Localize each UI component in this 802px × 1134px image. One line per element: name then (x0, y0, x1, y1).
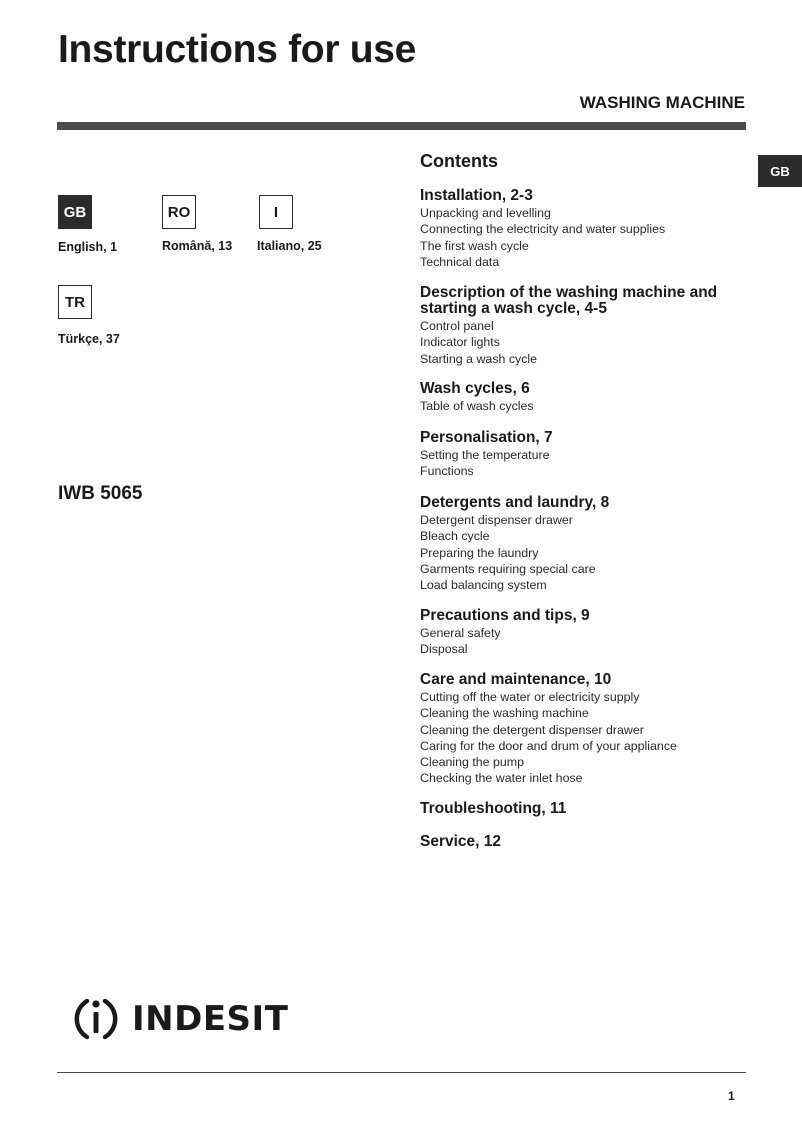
toc-item: Cleaning the detergent dispenser drawer (420, 722, 644, 737)
toc-heading[interactable]: Personalisation, 7 (420, 429, 553, 446)
toc-item: Disposal (420, 642, 468, 657)
toc-section-installation[interactable] (420, 188, 750, 270)
toc-heading[interactable]: Detergents and laundry, 8 (420, 494, 610, 511)
header-rule (57, 122, 746, 130)
toc-item: The first wash cycle (420, 238, 529, 253)
toc-section-troubleshooting[interactable] (420, 801, 750, 818)
document-title: Instructions for use (58, 28, 417, 71)
language-label-romanian: Română, 13 (162, 239, 233, 253)
toc-heading[interactable]: Care and maintenance, 10 (420, 671, 612, 688)
indesit-logo (70, 993, 288, 1045)
toc-section-service[interactable] (420, 834, 750, 851)
toc-heading[interactable]: Description of the washing machine and starting a wash cycle, 4-5 (420, 284, 718, 317)
toc-item: Load balancing system (420, 578, 547, 593)
toc-item: Garments requiring special care (420, 561, 596, 576)
toc-heading[interactable]: Precautions and tips, 9 (420, 607, 590, 624)
toc-item: Starting a wash cycle (420, 351, 538, 366)
toc-section-care[interactable] (420, 672, 750, 787)
footer-rule (57, 1072, 746, 1073)
toc-item: Cleaning the washing machine (420, 706, 589, 721)
toc-item: Cleaning the pump (420, 755, 525, 770)
toc-item: General safety (420, 626, 501, 640)
brand-name: INDESIT (132, 999, 289, 1039)
model-number: IWB 5065 (58, 483, 143, 504)
toc-item: Detergent dispenser drawer (420, 513, 573, 527)
toc-item: Caring for the door and drum of your appliance (420, 738, 677, 753)
product-type: WASHING MACHINE (579, 93, 745, 112)
toc-item: Technical data (420, 254, 500, 269)
toc-item: Cutting off the water or electricity supply (420, 690, 640, 704)
toc-heading[interactable]: Service, 12 (420, 833, 502, 850)
toc-heading[interactable]: Wash cycles, 6 (420, 380, 530, 397)
language-box-ro[interactable]: RO (162, 195, 196, 229)
language-label-turkish: Türkçe, 37 (58, 332, 120, 346)
language-side-tab: GB (758, 155, 802, 187)
language-box-tr[interactable]: TR (58, 285, 92, 319)
toc-item: Bleach cycle (420, 529, 490, 544)
toc-section-precautions[interactable] (420, 608, 750, 658)
toc-item: Unpacking and levelling (420, 206, 551, 220)
language-label-english: English, 1 (58, 240, 118, 254)
language-box-i[interactable]: I (259, 195, 293, 229)
toc-item: Setting the temperature (420, 448, 550, 462)
toc-heading[interactable]: Installation, 2-3 (420, 187, 533, 204)
toc-item: Checking the water inlet hose (420, 771, 583, 786)
page-number: 1 (728, 1089, 735, 1103)
toc-item: Connecting the electricity and water supplies (420, 222, 666, 237)
toc-item: Indicator lights (420, 335, 500, 350)
toc-section-detergents[interactable] (420, 495, 750, 593)
toc-section-wash-cycles[interactable] (420, 381, 750, 414)
toc-item: Table of wash cycles (420, 399, 534, 413)
toc-section-description[interactable] (420, 285, 750, 367)
toc-item: Control panel (420, 319, 494, 333)
toc-section-personalisation[interactable] (420, 430, 750, 480)
contents-title: Contents (420, 151, 498, 171)
language-box-gb[interactable]: GB (58, 195, 92, 229)
toc-item: Preparing the laundry (420, 545, 539, 560)
toc-heading[interactable]: Troubleshooting, 11 (420, 800, 567, 817)
language-label-italian: Italiano, 25 (257, 239, 322, 253)
toc-item: Functions (420, 464, 474, 479)
indesit-logo-icon (70, 993, 122, 1045)
